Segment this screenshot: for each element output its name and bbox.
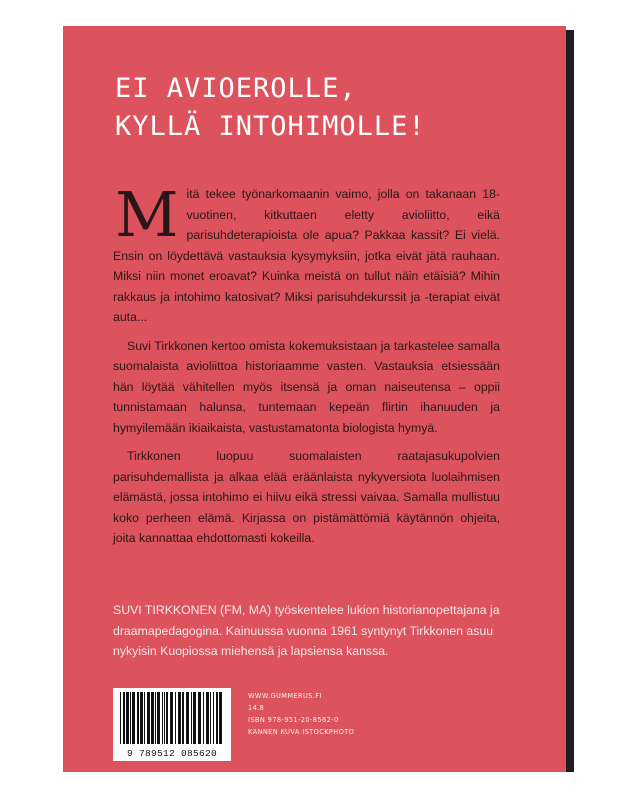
barcode-bar [191,692,192,744]
barcode-bar [206,692,209,744]
barcode-bar [126,692,129,744]
barcode-bar [170,692,173,744]
barcode-bar [130,692,131,744]
barcode-bar [132,692,135,744]
barcode-bar [155,692,156,744]
cover-headline [115,70,426,146]
barcode-bar [137,692,139,744]
barcode-bar [151,692,154,744]
headline-line-1: EI AVIOEROLLE, [115,73,357,104]
barcode-bar [123,692,125,744]
barcode-bar [210,692,211,744]
isbn-barcode [113,688,231,761]
barcode-bar [219,692,222,744]
barcode-bar [140,692,143,744]
barcode-bar [186,692,189,744]
blurb-paragraph-1 [113,178,500,328]
blurb-paragraph-1-text: itä tekee työnarkomaanin vaimo, jolla on takanaan 18-vuotinen, kitkuttaen eletty avioliitto, eikä parisuhdeterapioista ole apua? Pakkaa kassit? Ei vielä. Ensin on löydettävä vastauksia kysymyksiin, jotka eivät jätä rauhaan. Miksi niin monet eroavat? Kuinka meistä on tullut näin etäisiä? Mihin rakkaus ja intohimo katosivat? Miksi parisuhdekurssit ja -terapiat eivät auta... [113,187,500,324]
barcode-bar [162,692,163,744]
barcode-bar [166,692,168,744]
author-bio: SUVI TIRKKONEN (FM, MA) työskentelee lukion historianopettajana ja draamapedagogina. Kainuussa vuonna 1961 syntynyt Tirkkonen asuu nykyisin Kuopiossa miehensä ja lapsiensa kanssa. [113,603,500,658]
publisher-website: WWW.GUMMERUS.FI [248,692,322,700]
barcode-bar [157,692,160,744]
barcode-bars [118,692,226,744]
barcode-bar [213,692,214,744]
barcode-bar [175,692,176,744]
blurb-text [113,178,500,557]
barcode-bar [120,692,121,744]
blurb-paragraph-2: Suvi Tirkkonen kertoo omista kokemuksistaan ja tarkastelee samalla suomalaista avioliittoa historiaamme vasten. Vastauksia etsiessään hän löytää vähitellen myös itsensä ja oman naiseutensa – oppii tunnistamaan halunsa, tuntemaan kepeän flirtin ihanuuden ja hymyilemään ikiaikaista, vastustamatonta biologista hymyä. [113,338,500,435]
blurb-paragraph-3: Tirkkonen luopuu suomalaisten raatajasukupolvien parisuhdemallista ja alkaa elää eräänlaista nykyversiota luolaihmisen elämästä, jossa intohimo ei hiivu eikä stressi vaivaa. Samalla mullistuu koko perheen elämä. Kirjassa on pistämättömiä käytännön ohjeita, joita kannattaa ehdottomasti kokeilla. [113,449,500,545]
barcode-bar [182,692,184,744]
barcode-bar [193,692,196,744]
drop-cap-letter: M [115,178,179,251]
book-back-cover [63,26,566,772]
cover-image-credit: KANNEN KUVA ISTOCKPHOTO [248,728,355,736]
barcode-bar [203,692,204,744]
barcode-bar [144,692,145,744]
barcode-bar [216,692,218,744]
headline-line-2: KYLLÄ INTOHIMOLLE! [115,111,426,142]
barcode-bar [147,692,150,744]
barcode-digits: 9 789512 085620 [126,748,217,759]
barcode-bar [198,692,201,744]
barcode-bar [178,692,181,744]
classification-code: 14.8 [248,704,265,712]
isbn-number: ISBN 978-951-20-8562-0 [248,716,339,724]
barcode-bar [164,692,165,744]
publisher-info [248,690,354,738]
